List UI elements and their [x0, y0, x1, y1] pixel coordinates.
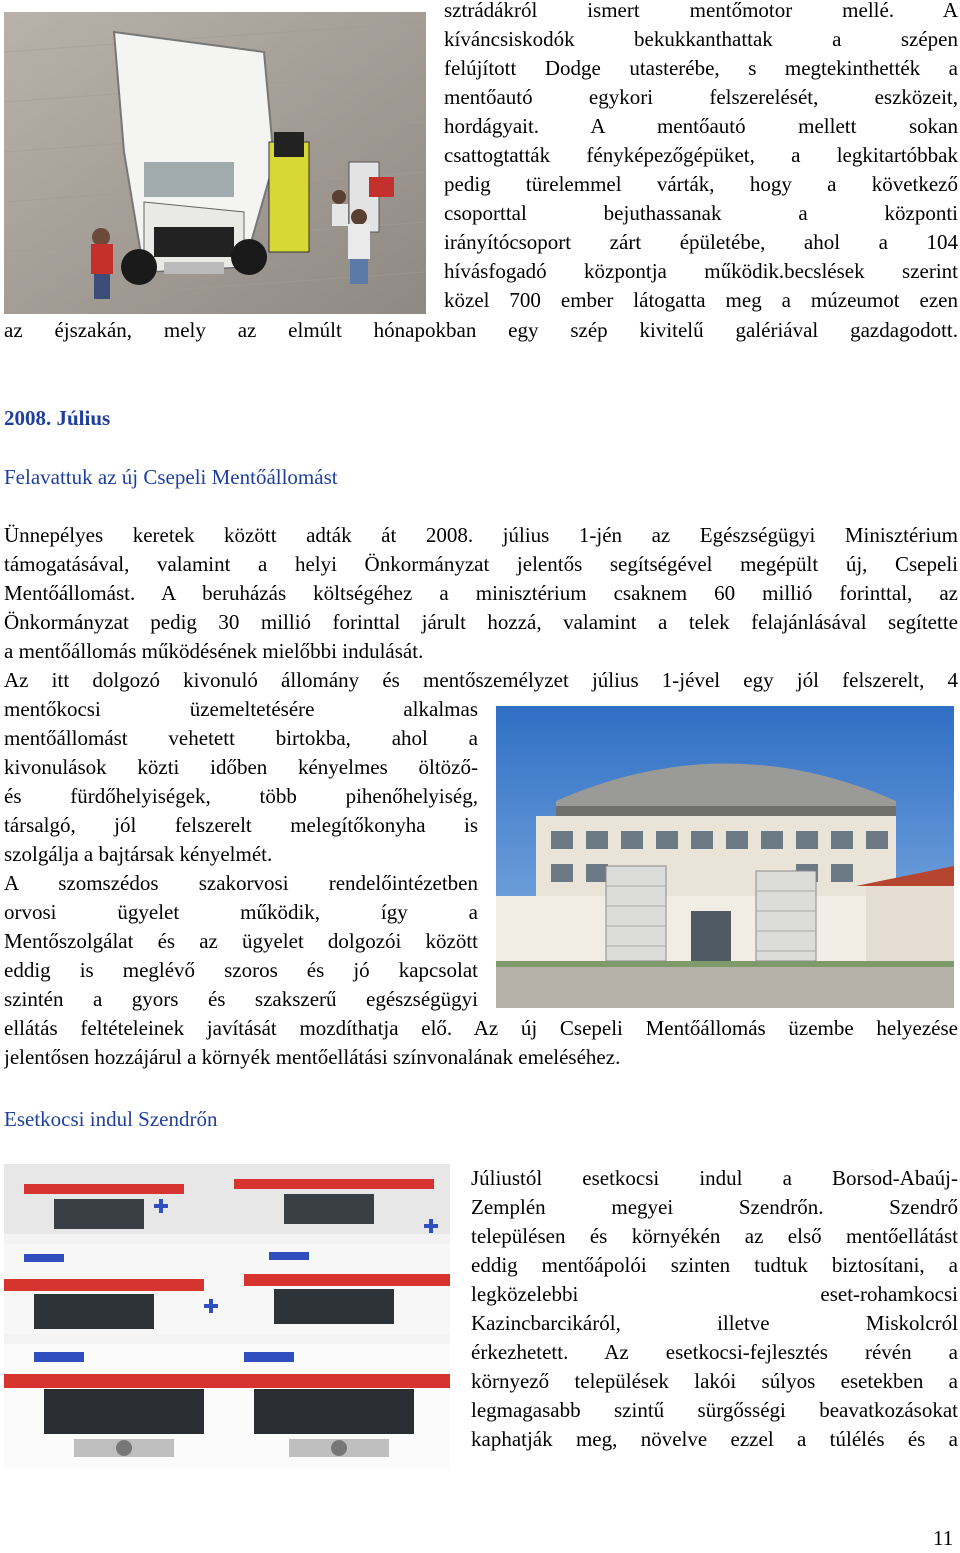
text-line: eddig is meglévő szoros és jó kapcsolat [4, 958, 478, 982]
text-line: csoporttal bejuthassanak a központi [444, 201, 958, 225]
text-line: Önkormányzat pedig 30 millió forinttal járult hozzá, valamint a telek felajánlásával segítette [4, 610, 958, 634]
text-line: sztrádákról ismert mentőmotor mellé. A [444, 0, 958, 22]
text-line: Mentőállomást. A beruházás költségéhez a minisztérium csaknem 60 millió forinttal, az [4, 581, 958, 605]
text-line: Kazincbarcikáról, illetve Miskolcról [471, 1311, 958, 1335]
text-line: településen és környékén az első mentőellátást [471, 1224, 958, 1248]
vintage-ambulance-photo [4, 12, 426, 314]
page-number: 11 [933, 1526, 954, 1550]
text-line: közel 700 ember látogatta meg a múzeumot ezen [444, 288, 958, 312]
text-line: szintén a gyors és szakszerű egészségügyi [4, 987, 478, 1011]
text-line: legközelebbi eset-rohamkocsi [471, 1282, 958, 1306]
text-line: Az itt dolgozó kivonuló állomány és mentőszemélyzet július 1-jével egy jól felszerelt, 4 [4, 668, 958, 692]
text-line: támogatásával, valamint a helyi Önkormányzat jelentős segítségével megépült új, Csepeli [4, 552, 958, 576]
text-line: Mentőszolgálat és az ügyelet dolgozói között [4, 929, 478, 953]
text-line: kivonulások közti időben kényelmes öltöző- [4, 755, 478, 779]
text-line: kaphatják meg, növelve ezzel a túlélés és a [471, 1427, 958, 1451]
text-line: Ünnepélyes keretek között adták át 2008. július 1-jén az Egészségügyi Minisztérium [4, 523, 958, 547]
text-line: Zemplén megyei Szendrőn. Szendrő [471, 1195, 958, 1219]
ambulance-station-photo [496, 706, 954, 1008]
ambulances-row-photo [4, 1164, 450, 1468]
text-line: hordágyait. A mentőautó mellett sokan [444, 114, 958, 138]
text-line: ellátás feltételeinek javítását mozdíthatja elő. Az új Csepeli Mentőállomás üzembe helyezése [4, 1016, 958, 1040]
section-date: 2008. Július [4, 406, 111, 430]
section-title: Felavattuk az új Csepeli Mentőállomást [4, 465, 338, 489]
text-line: pedig türelemmel várták, hogy a következő [444, 172, 958, 196]
text-line: eddig mentőápolói szinten tudtuk biztosítani, a [471, 1253, 958, 1277]
text-line: jelentősen hozzájárul a környék mentőellátási színvonalának emeléséhez. [4, 1045, 621, 1069]
section-title: Esetkocsi indul Szendrőn [4, 1107, 218, 1131]
text-line: érkezhetett. Az esetkocsi-fejlesztés révén a [471, 1340, 958, 1364]
text-line: A szomszédos szakorvosi rendelőintézetben [4, 871, 478, 895]
text-line: szolgálja a bajtársak kényelmét. [4, 842, 273, 866]
text-line: társalgó, jól felszerelt melegítőkonyha is [4, 813, 478, 837]
text-line: Júliustól esetkocsi indul a Borsod-Abaúj- [471, 1166, 958, 1190]
text-line: mentőállomást vehetett birtokba, ahol a [4, 726, 478, 750]
text-line: mentőautó egykori felszerelését, eszközeit, [444, 85, 958, 109]
text-line: környező települések lakói súlyos esetekben a [471, 1369, 958, 1393]
text-line: legmagasabb szintű sürgősségi beavatkozásokat [471, 1398, 958, 1422]
text-line: kíváncsiskodók bekukkanthattak a szépen [444, 27, 958, 51]
text-line: és fürdőhelyiségek, több pihenőhelyiség, [4, 784, 478, 808]
text-line: irányítócsoport zárt épületébe, ahol a 104 [444, 230, 958, 254]
text-line: hívásfogadó központja működik.becslések szerint [444, 259, 958, 283]
text-line: mentőkocsi üzemeltetésére alkalmas [4, 697, 478, 721]
text-line: felújított Dodge utasterébe, s megtekinthették a [444, 56, 958, 80]
text-line: orvosi ügyelet működik, így a [4, 900, 478, 924]
text-line: az éjszakán, mely az elmúlt hónapokban egy szép kivitelű galériával gazdagodott. [4, 318, 958, 342]
text-line: a mentőállomás működésének mielőbbi indulását. [4, 639, 424, 663]
text-line: csattogtatták fényképezőgépüket, a legkitartóbbak [444, 143, 958, 167]
